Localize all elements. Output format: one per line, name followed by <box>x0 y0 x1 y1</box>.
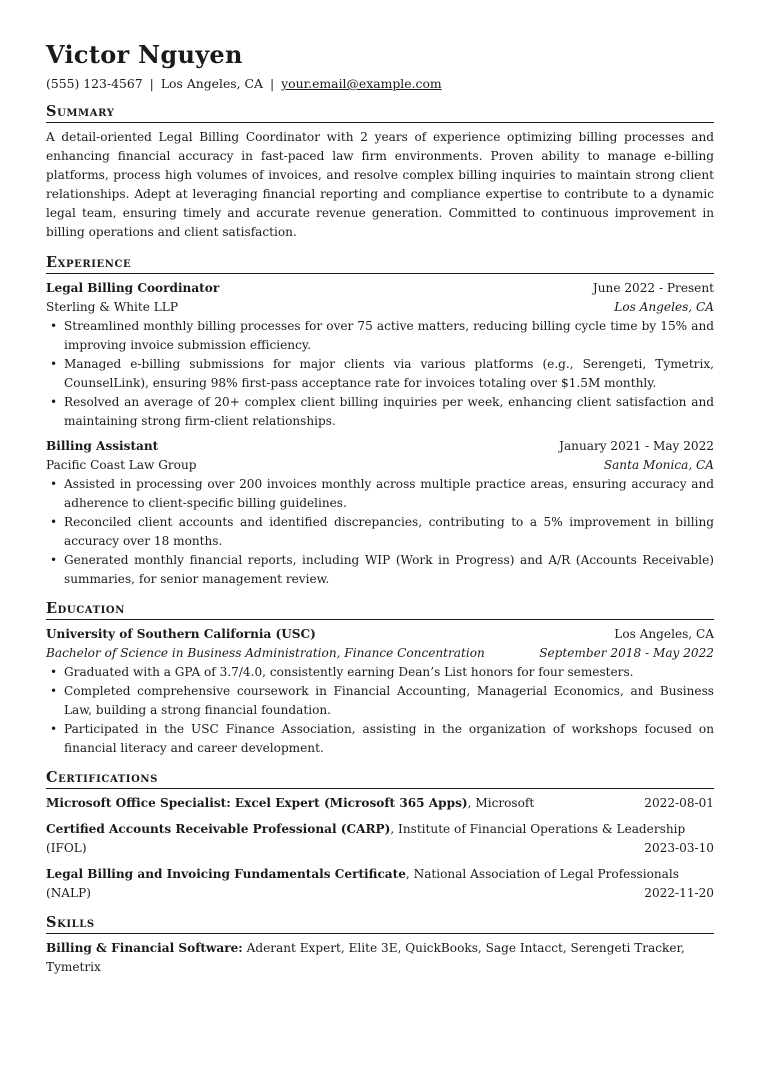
certification-date: 2022-08-01 <box>644 795 714 810</box>
education-header <box>46 625 714 644</box>
phone-number: (555) 123-4567 <box>46 76 143 91</box>
list-item: • Streamlined monthly billing processes for over 75 active matters, reducing billing cycle time by 15% and improving invoice submission efficiency. <box>46 317 714 355</box>
list-item: • Assisted in processing over 200 invoices monthly across multiple practice areas, ensuring accuracy and adherence to client-specific billing guidelines. <box>46 475 714 513</box>
certification-line <box>46 884 714 903</box>
job-dates: January 2021 - May 2022 <box>559 438 714 453</box>
job-location: Santa Monica, CA <box>603 457 714 472</box>
section-title-skills: Skills <box>46 914 714 934</box>
certification-line <box>46 865 714 884</box>
resume-page <box>46 40 714 977</box>
experience-section <box>46 254 714 589</box>
job-subheader <box>46 298 714 317</box>
section-title-education: Education <box>46 600 714 620</box>
list-item: • Graduated with a GPA of 3.7/4.0, consistently earning Dean’s List honors for four semesters. <box>46 663 714 682</box>
certification-issuer: , Institute of Financial Operations & Leadership <box>390 821 686 836</box>
education-section <box>46 600 714 758</box>
certification-item <box>46 794 714 813</box>
job-dates: June 2022 - Present <box>592 280 714 295</box>
skills-line <box>46 939 714 977</box>
certification-issuer-cont: (IFOL) <box>46 840 87 855</box>
certification-text <box>46 794 534 813</box>
job-entry <box>46 279 714 431</box>
list-item: • Generated monthly financial reports, including WIP (Work in Progress) and A/R (Accounts Receivable) summaries, for senior management review. <box>46 551 714 589</box>
contact-line <box>46 75 714 92</box>
job-bullets <box>46 475 714 589</box>
certification-issuer-cont: (NALP) <box>46 885 91 900</box>
contact-separator: | <box>149 76 154 91</box>
certification-line <box>46 794 714 813</box>
education-dates: September 2018 - May 2022 <box>539 645 714 660</box>
certification-date: 2022-11-20 <box>644 885 714 900</box>
job-header <box>46 279 714 298</box>
contact-separator: | <box>269 76 275 91</box>
section-title-certifications: Certifications <box>46 769 714 789</box>
section-title-summary: Summary <box>46 103 714 123</box>
certification-item <box>46 820 714 858</box>
certification-item <box>46 865 714 903</box>
job-role: Billing Assistant <box>46 438 159 453</box>
job-entry <box>46 437 714 589</box>
degree: Bachelor of Science in Business Administration, Finance Concentration <box>46 645 485 660</box>
location: Los Angeles, CA <box>160 76 263 91</box>
certification-issuer: , National Association of Legal Professionals <box>405 866 679 881</box>
job-company: Pacific Coast Law Group <box>46 457 197 472</box>
certification-name: Legal Billing and Invoicing Fundamentals Certificate <box>46 866 406 881</box>
certification-name: Microsoft Office Specialist: Excel Expert (Microsoft 365 Apps) <box>46 795 468 810</box>
list-item: • Completed comprehensive coursework in Financial Accounting, Managerial Economics, and Business Law, building a strong financial foundation. <box>46 682 714 720</box>
certification-issuer: , Microsoft <box>467 795 535 810</box>
certification-name: Certified Accounts Receivable Professional (CARP) <box>46 821 391 836</box>
list-item: • Reconciled client accounts and identified discrepancies, contributing to a 5% improvement in billing accuracy over 18 months. <box>46 513 714 551</box>
certification-date: 2023-03-10 <box>644 840 714 855</box>
certification-line <box>46 820 714 839</box>
list-item: • Managed e-billing submissions for major clients via various platforms (e.g., Serengeti, Tymetrix, CounselLink), ensuring 98% first-pass acceptance rate for invoices totaling over $1.5M monthly. <box>46 355 714 393</box>
summary-text: A detail-oriented Legal Billing Coordinator with 2 years of experience optimizing billing processes and enhancing financial accuracy in fast-paced law firm environments. Proven ability to manage e-billing platforms, process high volumes of invoices, and resolve complex billing inquiries to maintain strong client relationships. Adept at leveraging financial reporting and compliance expertise to contribute to a dynamic legal team, ensuring timely and accurate revenue generation. Committed to continuous improvement in billing operations and client satisfaction. <box>46 130 714 240</box>
school-name: University of Southern California (USC) <box>46 626 316 641</box>
candidate-name: Victor Nguyen <box>46 40 243 69</box>
section-title-experience: Experience <box>46 254 714 274</box>
skills-label: Billing & Financial Software: <box>46 940 243 955</box>
education-bullets <box>46 663 714 758</box>
email-link[interactable]: your.email@example.com <box>281 76 442 91</box>
certifications-section <box>46 769 714 903</box>
job-header <box>46 437 714 456</box>
skills-value: Aderant Expert, Elite 3E, QuickBooks, Sage Intacct, Serengeti Tracker, Tymetrix <box>46 940 685 974</box>
certification-line <box>46 839 714 858</box>
school-location: Los Angeles, CA <box>614 626 714 641</box>
list-item: • Resolved an average of 20+ complex client billing inquiries per week, enhancing client satisfaction and maintaining strong firm-client relationships. <box>46 393 714 431</box>
job-location: Los Angeles, CA <box>614 299 714 314</box>
job-subheader <box>46 456 714 475</box>
job-company: Sterling & White LLP <box>46 299 178 314</box>
summary-section <box>46 103 714 243</box>
education-subheader <box>46 644 714 663</box>
skills-section <box>46 914 714 977</box>
job-role: Legal Billing Coordinator <box>46 280 220 295</box>
job-bullets <box>46 317 714 431</box>
list-item: • Participated in the USC Finance Association, assisting in the organization of workshops focused on financial literacy and career development. <box>46 720 714 758</box>
